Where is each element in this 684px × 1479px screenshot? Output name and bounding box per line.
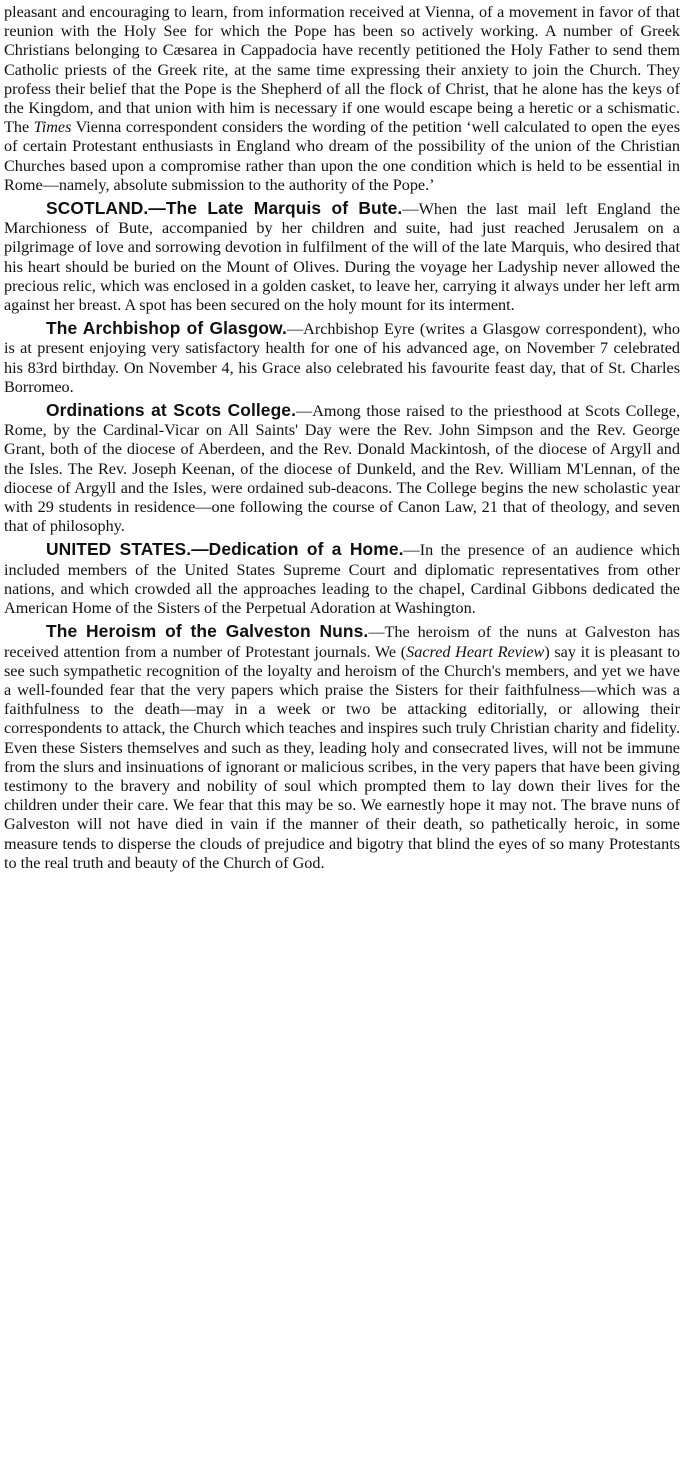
intro-paragraph [4,3,680,195]
ordinations-heading: Ordinations at Scots College. [46,400,297,421]
bute-body: —When the last mail left England the Marchioness of Bute, accompanied by her children and suite, had just reached Jerusalem on a pilgrimage of love and sorrowing devotion in fulfilment of the will of the late Marquis, who desired that his heart should be buried on the Mount of Olives. During the voyage her Ladyship never allowed the precious relic, which was enclosed in a golden casket, to leave her, carrying it always under her left arm against her breast. A spot has been secured on the holy mount for its interment. [4,200,681,315]
glasgow-paragraph [4,319,680,397]
bute-paragraph [4,199,680,315]
intro-post-times: Vienna correspondent considers the wording of the petition ‘well calculated to open the eyes of certain Protestant enthusiasts in England who dream of the possibility of the union of the Christian Churches based upon a compromise rather than upon the one condition which is held to be essential in Rome—namely, absolute submission to the authority of the Pope.’ [4,118,681,194]
review-title: Sacred Heart Review [406,642,545,661]
home-body: —In the presence of an audience which included members of the United States Supreme Court and diplomatic representatives from other nations, and which crowded all the approaches leading to the chapel, Cardinal Gibbons dedicated the American Home of the Sisters of the Perpetual Adoration at Washington. [4,541,680,618]
glasgow-heading: The Archbishop of Glasgow. [46,318,287,339]
intro-pre-times: The [4,118,30,137]
galveston-heading: The Heroism of the Galveston Nuns. [46,621,369,642]
ordinations-body: —Among those raised to the priesthood at Scots College, Rome, by the Cardinal-Vicar on All Saints' Day were the Rev. John Simpson and the Rev. George Grant, both of the diocese of Aberdeen, and the Rev. Donald Mackintosh, of the diocese of Argyll and the Isles. The Rev. Joseph Keenan, of the diocese of Dunkeld, and the Rev. William M'Lennan, of the diocese of Argyll and the Isles, were ordained sub-deacons. The College begins the new scholastic year with 29 students in residence—one following the course of Canon Law, 21 that of theology, and seven that of philosophy. [4,402,680,536]
home-paragraph [4,540,680,618]
glasgow-body: —Archbishop Eyre (writes a Glasgow correspondent), who is at present enjoying very satisfactory health for one of his advanced age, on November 7 celebrated his 83rd birthday. On November 4, his Grace also celebrated his favourite feast day, that of St. Charles Borromeo. [4,320,680,396]
intro-text: pleasant and encouraging to learn, from information received at Vienna, of a movement in favor of that reunion with the Holy See for which the Pope has been so actively working. A number of Greek Christians belonging to Cæsarea in Cappadocia have recently petitioned the Holy Father to send them Catholic priests of the Greek rite, at the same time expressing their anxiety to join the Church. They profess their belief that the Pope is the Shepherd of all the flock of Christ, that he alone has the keys of the Kingdom, and that union with him is necessary if one would escape being a heretic or a schismatic. [4,3,680,118]
galveston-body-end: ) say it is pleasant to see such sympathetic recognition of the loyalty and heroism of the Church's members, and yet we have a well-founded fear that the very papers which praise the Sisters for their faithfulness—which was a faithfulness to the death—may in a week or two be attacking editorially, or allowing their correspondents to attack, the Church which teaches and inspires such truly Christian charity and fidelity. Even these Sisters themselves and such as they, leading holy and consecrated lives, will not be immune from the slurs and insinuations of ignorant or malicious scribes, in the very papers that have been giving testimony to the bravery and nobility of soul which prompted them to lay down their lives for the children under their care. We fear that this may be so. We earnestly hope it may not. The brave nuns of Galveston will not have died in vain if the manner of their death, so pathetically heroic, in some measure tends to disperse the clouds of prejudice and bigotry that blind the eyes of so many Protestants to the real truth and beauty of the Church of God. [4,642,680,872]
bute-heading: SCOTLAND.—The Late Marquis of Bute. [46,198,403,219]
galveston-body-start: —The heroism of the nuns at Galveston has received attention from a number of Protestant journals. We ( [4,623,680,661]
galveston-paragraph [4,622,680,873]
ordinations-paragraph [4,401,680,536]
times-title: Times [33,118,72,137]
home-heading: UNITED STATES.—Dedication of a Home. [46,539,404,560]
